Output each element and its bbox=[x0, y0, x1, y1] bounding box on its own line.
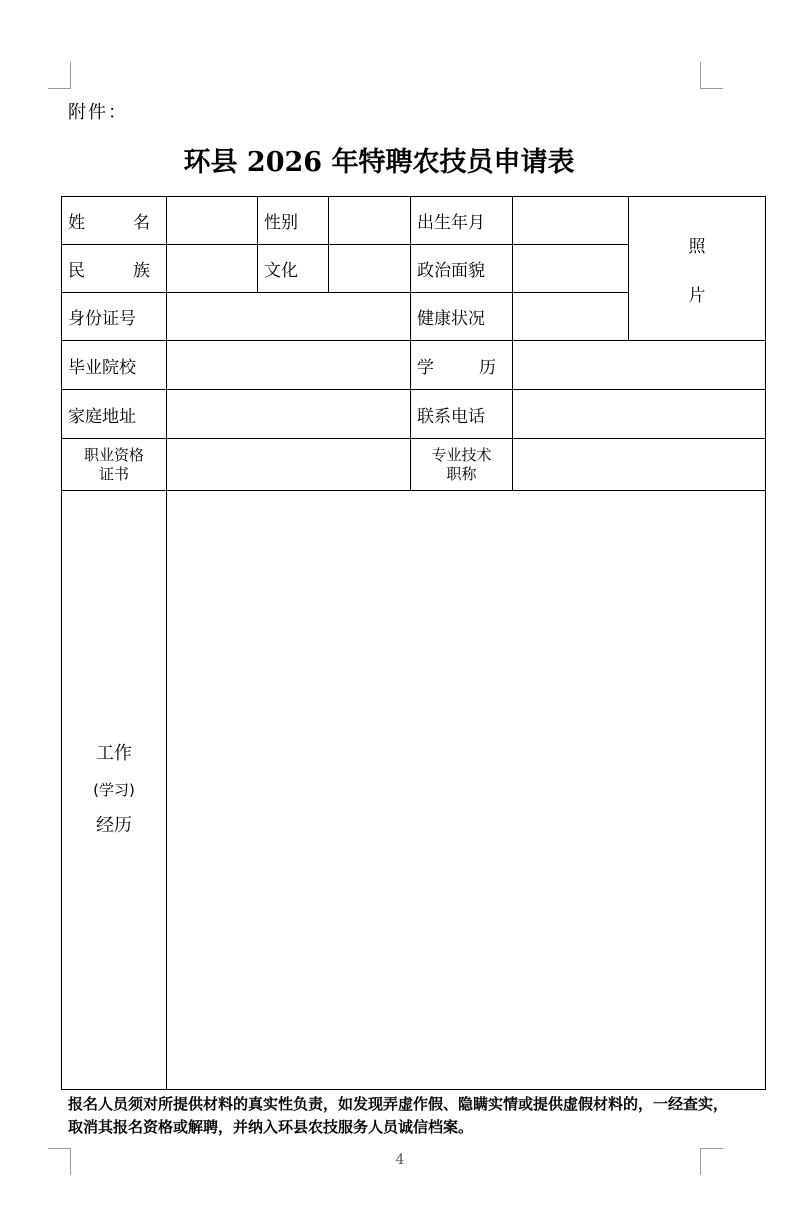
gender-label: 性别 bbox=[258, 197, 329, 245]
work-history-field[interactable] bbox=[167, 491, 766, 1090]
attachment-label: 附件： bbox=[68, 102, 128, 123]
birth-field[interactable] bbox=[513, 197, 629, 245]
political-field[interactable] bbox=[513, 245, 629, 293]
address-label: 家庭地址 bbox=[62, 390, 167, 439]
title-label-cell: 专业技术 职称 bbox=[411, 439, 513, 491]
page-title: 环县 2026 年特聘农技员申请表 bbox=[183, 147, 575, 178]
work-history-label-cell: 工作 (学习) 经历 bbox=[62, 491, 167, 1090]
culture-field[interactable] bbox=[329, 245, 411, 293]
health-field[interactable] bbox=[513, 293, 629, 341]
name-field[interactable] bbox=[167, 197, 258, 245]
ethnicity-label-cell: 民 族 bbox=[62, 245, 167, 293]
school-field[interactable] bbox=[167, 341, 411, 390]
ethnicity-field[interactable] bbox=[167, 245, 258, 293]
health-label: 健康状况 bbox=[411, 293, 513, 341]
crop-mark-top-left bbox=[48, 62, 71, 89]
school-label: 毕业院校 bbox=[62, 341, 167, 390]
address-field[interactable] bbox=[167, 390, 411, 439]
phone-label: 联系电话 bbox=[411, 390, 513, 439]
degree-field[interactable] bbox=[513, 341, 766, 390]
qualification-label-cell: 职业资格 证书 bbox=[62, 439, 167, 491]
id-field[interactable] bbox=[167, 293, 411, 341]
application-form-table bbox=[61, 196, 766, 1090]
political-label: 政治面貌 bbox=[411, 245, 513, 293]
phone-field[interactable] bbox=[513, 390, 766, 439]
gender-field[interactable] bbox=[329, 197, 411, 245]
title-field[interactable] bbox=[513, 439, 766, 491]
crop-mark-top-right bbox=[700, 62, 723, 89]
footnote: 报名人员须对所提供材料的真实性负责，如发现弄虚作假、隐瞒实情或提供虚假材料的，一经查实，取消其报名资格或解聘，并纳入环县农技服务人员诚信档案。 bbox=[68, 1095, 729, 1136]
id-label: 身份证号 bbox=[62, 293, 167, 341]
qualification-field[interactable] bbox=[167, 439, 411, 491]
degree-label-cell: 学 历 bbox=[411, 341, 513, 390]
name-label-cell: 姓 名 bbox=[62, 197, 167, 245]
birth-label: 出生年月 bbox=[411, 197, 513, 245]
photo-box[interactable]: 照 片 bbox=[629, 197, 766, 341]
page-number: 4 bbox=[395, 1152, 405, 1168]
culture-label: 文化 bbox=[258, 245, 329, 293]
